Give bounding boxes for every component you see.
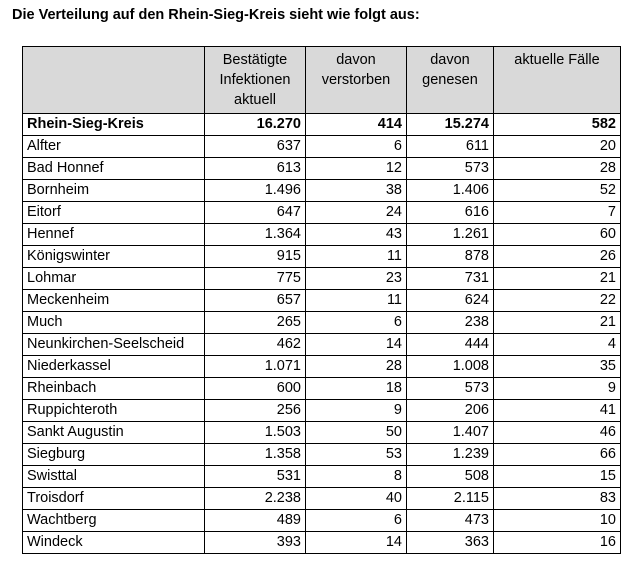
cell-municipality: Alfter	[23, 136, 205, 158]
cell-current: 28	[494, 158, 621, 180]
cell-municipality: Sankt Augustin	[23, 422, 205, 444]
cell-municipality: Neunkirchen-Seelscheid	[23, 334, 205, 356]
total-recovered: 15.274	[407, 114, 494, 136]
table-row	[23, 378, 621, 400]
cell-infections: 256	[205, 400, 306, 422]
cell-deceased: 14	[306, 334, 407, 356]
total-name: Rhein-Sieg-Kreis	[23, 114, 205, 136]
cell-infections: 489	[205, 510, 306, 532]
cell-deceased: 6	[306, 510, 407, 532]
cell-recovered: 473	[407, 510, 494, 532]
cell-municipality: Königswinter	[23, 246, 205, 268]
cell-recovered: 238	[407, 312, 494, 334]
cell-infections: 613	[205, 158, 306, 180]
cell-deceased: 23	[306, 268, 407, 290]
cell-recovered: 1.008	[407, 356, 494, 378]
cell-recovered: 2.115	[407, 488, 494, 510]
cell-recovered: 616	[407, 202, 494, 224]
cell-deceased: 14	[306, 532, 407, 554]
cell-municipality: Bad Honnef	[23, 158, 205, 180]
cell-recovered: 611	[407, 136, 494, 158]
cell-current: 20	[494, 136, 621, 158]
table-row	[23, 246, 621, 268]
cell-infections: 600	[205, 378, 306, 400]
table-row	[23, 224, 621, 246]
cell-current: 15	[494, 466, 621, 488]
cell-infections: 1.503	[205, 422, 306, 444]
table-row	[23, 290, 621, 312]
distribution-table	[22, 46, 621, 554]
cell-current: 46	[494, 422, 621, 444]
total-current: 582	[494, 114, 621, 136]
cell-current: 66	[494, 444, 621, 466]
cell-deceased: 28	[306, 356, 407, 378]
cell-deceased: 12	[306, 158, 407, 180]
cell-infections: 393	[205, 532, 306, 554]
cell-current: 21	[494, 312, 621, 334]
cell-municipality: Ruppichteroth	[23, 400, 205, 422]
cell-infections: 637	[205, 136, 306, 158]
cell-deceased: 53	[306, 444, 407, 466]
cell-deceased: 9	[306, 400, 407, 422]
cell-infections: 2.238	[205, 488, 306, 510]
cell-current: 16	[494, 532, 621, 554]
cell-infections: 647	[205, 202, 306, 224]
table-row	[23, 356, 621, 378]
cell-recovered: 1.239	[407, 444, 494, 466]
cell-municipality: Much	[23, 312, 205, 334]
cell-recovered: 573	[407, 378, 494, 400]
header-municipality	[23, 47, 205, 114]
cell-recovered: 444	[407, 334, 494, 356]
table-header-row	[23, 47, 621, 114]
cell-recovered: 731	[407, 268, 494, 290]
cell-deceased: 43	[306, 224, 407, 246]
cell-current: 4	[494, 334, 621, 356]
cell-deceased: 11	[306, 246, 407, 268]
cell-recovered: 624	[407, 290, 494, 312]
cell-infections: 1.364	[205, 224, 306, 246]
cell-deceased: 24	[306, 202, 407, 224]
cell-recovered: 508	[407, 466, 494, 488]
table-row	[23, 466, 621, 488]
cell-municipality: Hennef	[23, 224, 205, 246]
cell-deceased: 6	[306, 136, 407, 158]
cell-current: 10	[494, 510, 621, 532]
table-row	[23, 532, 621, 554]
cell-municipality: Bornheim	[23, 180, 205, 202]
cell-municipality: Windeck	[23, 532, 205, 554]
cell-infections: 775	[205, 268, 306, 290]
table-row	[23, 444, 621, 466]
cell-deceased: 6	[306, 312, 407, 334]
table-row	[23, 180, 621, 202]
cell-current: 60	[494, 224, 621, 246]
table-row	[23, 422, 621, 444]
cell-infections: 265	[205, 312, 306, 334]
header-current-cases: aktuelle Fälle	[494, 47, 621, 114]
cell-municipality: Swisttal	[23, 466, 205, 488]
header-recovered: davon genesen	[407, 47, 494, 114]
cell-municipality: Niederkassel	[23, 356, 205, 378]
cell-recovered: 206	[407, 400, 494, 422]
cell-recovered: 1.261	[407, 224, 494, 246]
cell-deceased: 8	[306, 466, 407, 488]
cell-deceased: 38	[306, 180, 407, 202]
table-row	[23, 488, 621, 510]
table-row	[23, 268, 621, 290]
cell-municipality: Lohmar	[23, 268, 205, 290]
cell-current: 41	[494, 400, 621, 422]
cell-municipality: Eitorf	[23, 202, 205, 224]
table-row	[23, 400, 621, 422]
cell-deceased: 11	[306, 290, 407, 312]
cell-infections: 657	[205, 290, 306, 312]
page-heading: Die Verteilung auf den Rhein-Sieg-Kreis sieht wie folgt aus:	[12, 7, 420, 23]
cell-municipality: Meckenheim	[23, 290, 205, 312]
table-row	[23, 312, 621, 334]
cell-infections: 1.496	[205, 180, 306, 202]
cell-municipality: Siegburg	[23, 444, 205, 466]
cell-municipality: Wachtberg	[23, 510, 205, 532]
total-infections: 16.270	[205, 114, 306, 136]
cell-deceased: 40	[306, 488, 407, 510]
cell-infections: 915	[205, 246, 306, 268]
cell-current: 26	[494, 246, 621, 268]
cell-recovered: 1.406	[407, 180, 494, 202]
cell-deceased: 50	[306, 422, 407, 444]
cell-recovered: 363	[407, 532, 494, 554]
cell-recovered: 573	[407, 158, 494, 180]
table-row	[23, 158, 621, 180]
cell-recovered: 1.407	[407, 422, 494, 444]
cell-current: 83	[494, 488, 621, 510]
cell-recovered: 878	[407, 246, 494, 268]
cell-current: 22	[494, 290, 621, 312]
cell-current: 7	[494, 202, 621, 224]
cell-current: 21	[494, 268, 621, 290]
cell-municipality: Troisdorf	[23, 488, 205, 510]
table-row	[23, 334, 621, 356]
header-confirmed-infections: Bestätigte Infektionen aktuell	[205, 47, 306, 114]
cell-infections: 1.071	[205, 356, 306, 378]
table-row	[23, 510, 621, 532]
cell-current: 52	[494, 180, 621, 202]
cell-infections: 1.358	[205, 444, 306, 466]
cell-infections: 462	[205, 334, 306, 356]
cell-current: 35	[494, 356, 621, 378]
header-deceased: davon verstorben	[306, 47, 407, 114]
cell-municipality: Rheinbach	[23, 378, 205, 400]
cell-current: 9	[494, 378, 621, 400]
cell-infections: 531	[205, 466, 306, 488]
table-row	[23, 136, 621, 158]
cell-deceased: 18	[306, 378, 407, 400]
table-row	[23, 202, 621, 224]
total-row	[23, 114, 621, 136]
total-deceased: 414	[306, 114, 407, 136]
